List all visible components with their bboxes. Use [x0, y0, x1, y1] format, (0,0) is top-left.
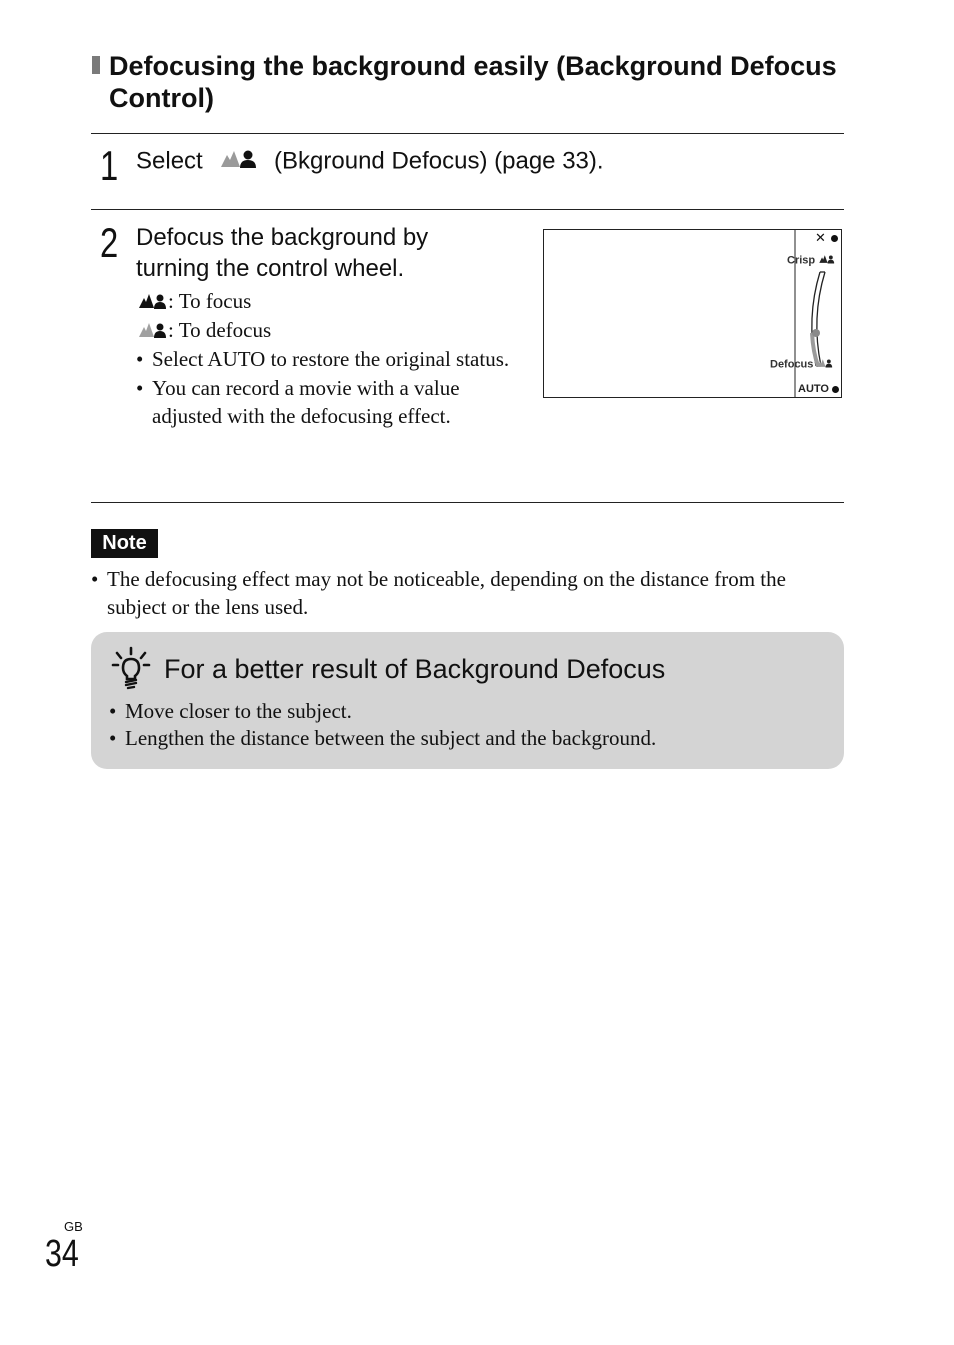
focus-sharp-icon [138, 289, 168, 317]
step-1-text [136, 145, 604, 179]
section-heading [92, 50, 852, 114]
legend-defocus [138, 316, 271, 346]
step-1-text-before: Select [136, 147, 203, 175]
divider-middle [91, 209, 844, 210]
tip-list [109, 698, 829, 752]
background-defocus-icon [219, 145, 259, 179]
step-1-number: 1 [100, 142, 119, 189]
page-region-code: GB [64, 1219, 83, 1234]
divider-bottom [91, 502, 844, 503]
heading-marker [92, 56, 100, 74]
legend-defocus-text: : To defocus [168, 318, 272, 342]
legend-focus-text: : To focus [168, 289, 252, 313]
indicator-dot-icon [831, 235, 838, 242]
tip-title: For a better result of Background Defocus [164, 654, 666, 684]
list-item: • The defocusing effect may not be noticeable, depending on the distance from the subject or the lens used. [91, 567, 786, 619]
list-item: • You can record a movie with a value adjusted with the defocusing effect. [136, 375, 460, 429]
legend-focus [138, 287, 251, 317]
list-item: • Select AUTO to restore the original status. [136, 347, 510, 371]
close-icon: ✕ [815, 231, 826, 246]
focus-sharp-icon [818, 253, 836, 268]
list-item: • Move closer to the subject. [109, 699, 352, 723]
step-1-text-after: (Bkground Defocus) (page 33). [274, 147, 604, 175]
divider-top [91, 133, 844, 134]
note-badge: Note [91, 529, 158, 558]
defocus-blur-icon [816, 357, 834, 372]
defocus-label: Defocus [770, 357, 834, 372]
tip-box [91, 632, 844, 769]
step-2-number: 2 [100, 219, 119, 266]
step-2-bullets [136, 345, 516, 431]
section-title: Defocusing the background easily (Background Defocus Control) [109, 51, 837, 113]
list-item: • Lengthen the distance between the subject and the background. [109, 726, 657, 750]
defocus-blur-icon [138, 318, 168, 346]
auto-label: AUTO [798, 383, 839, 396]
crisp-label: Crisp [787, 253, 836, 268]
lightbulb-hint-icon [111, 646, 151, 695]
step-2-title: Defocus the background by turning the control wheel. [136, 224, 429, 282]
auto-dot-icon [832, 386, 839, 393]
page-number: 34 [45, 1233, 79, 1275]
note-list [91, 565, 846, 621]
camera-screen-illustration [543, 229, 842, 398]
